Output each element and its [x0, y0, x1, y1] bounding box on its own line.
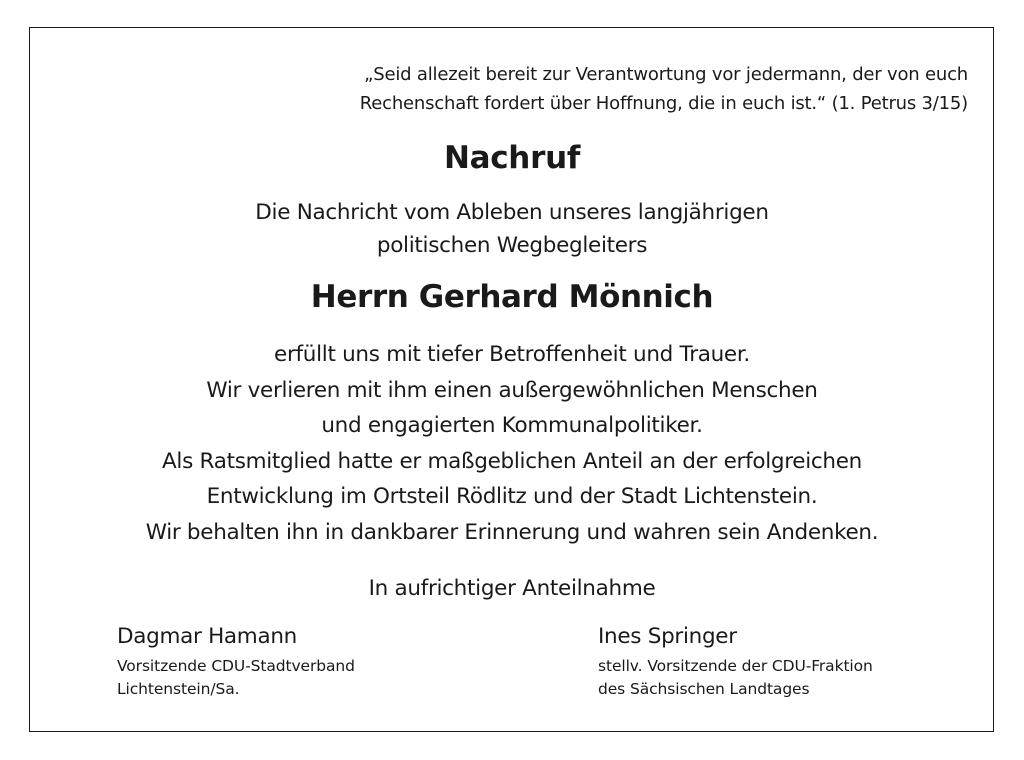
closing-phrase: In aufrichtiger Anteilnahme [368, 576, 656, 601]
intro-line: Die Nachricht vom Ableben unseres langjährigen [255, 200, 769, 225]
signer-left [117, 622, 355, 701]
intro-text [0, 196, 1024, 262]
body-line: Wir verlieren mit ihm einen außergewöhnlichen Menschen [206, 377, 818, 403]
quote-line: Rechenschaft fordert über Hoffnung, die in euch ist.“ (1. Petrus 3/15) [359, 93, 968, 114]
signer-role-line: Lichtenstein/Sa. [117, 680, 240, 698]
signer-role-line: Vorsitzende CDU-Stadtverband [117, 657, 355, 675]
quote-line: „Seid allezeit bereit zur Verantwortung vor jedermann, der von euch [364, 64, 968, 85]
obituary-body [0, 337, 1024, 550]
signer-role [117, 655, 355, 701]
body-line: und engagierten Kommunalpolitiker. [321, 413, 703, 438]
bible-quote [208, 60, 968, 118]
signer-role-line: stellv. Vorsitzende der CDU-Fraktion [598, 657, 873, 675]
body-line: Entwicklung im Ortsteil Rödlitz und der Stadt Lichtenstein. [206, 484, 818, 509]
signer-right [598, 622, 873, 701]
deceased-name: Herrn Gerhard Mönnich [310, 279, 714, 315]
body-line: erfüllt uns mit tiefer Betroffenheit und Trauer. [274, 342, 750, 367]
obituary-title: Nachruf [443, 140, 581, 176]
body-line: Als Ratsmitglied hatte er maßgeblichen Anteil an der erfolgreichen [162, 448, 862, 474]
signer-name: Dagmar Hamann [117, 624, 297, 649]
body-line: Wir behalten ihn in dankbarer Erinnerung und wahren sein Andenken. [145, 519, 879, 545]
signer-role [598, 655, 873, 701]
intro-line: politischen Wegbegleiters [376, 233, 648, 258]
signer-role-line: des Sächsischen Landtages [598, 680, 810, 698]
signer-name: Ines Springer [598, 624, 737, 649]
